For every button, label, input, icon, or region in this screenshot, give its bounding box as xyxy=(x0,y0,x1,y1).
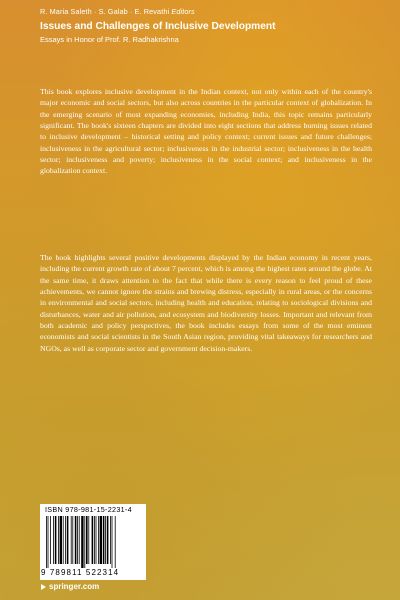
barcode-bar xyxy=(48,516,49,568)
barcode-bar xyxy=(53,516,54,564)
barcode-bar xyxy=(75,516,77,564)
barcode-bar xyxy=(107,516,109,564)
barcode-bar xyxy=(72,516,73,564)
editors-line xyxy=(40,7,370,17)
barcode-bar xyxy=(79,516,80,564)
arrow-right-icon xyxy=(40,583,47,591)
barcode-bar xyxy=(96,516,97,564)
barcode-bar xyxy=(94,516,95,564)
barcode-bar xyxy=(110,516,111,564)
barcode-bar xyxy=(71,516,72,564)
blurb-paragraph-1: This book explores inclusive development in the Indian context, not only within each of the country's major economic and social sectors, but also across countries in the particular context of globalization. In the emerging scenario of most expanding economies, including India, this topic remains particularly significant. The book's sixteen chapters are divided into eight sections that address burning issues related to inclusive development – historical setting and policy context; current issues and future challenges; inclusiveness in the agricultural sector; inclusiveness in the industrial sector; inclusiveness in the health sector; inclusiveness and poverty; inclusiveness in the social context; and inclusiveness in the globalization context. xyxy=(40,87,372,176)
barcode-bar xyxy=(50,516,51,564)
barcode-bar xyxy=(105,516,106,564)
book-title: Issues and Challenges of Inclusive Development xyxy=(40,21,276,32)
barcode-bar xyxy=(65,516,66,564)
isbn-text: ISBN 978-981-15-2231-4 xyxy=(45,505,132,514)
barcode-bar xyxy=(67,516,69,564)
barcode-icon xyxy=(46,516,140,568)
cover-header xyxy=(40,7,370,45)
barcode-bar xyxy=(60,516,62,564)
barcode-bar xyxy=(58,516,59,564)
barcode-bar xyxy=(63,516,64,564)
barcode-bar xyxy=(92,516,94,564)
barcode-bar xyxy=(84,516,85,568)
book-subtitle: Essays in Honor of Prof. R. Radhakrishna xyxy=(40,35,179,44)
blurb-paragraph-2: The book highlights several positive developments displayed by the Indian economy in recent years, including the current growth rate of about 7 percent, which is among the highest rates around the globe. At the same time, it draws attention to the fact that while there is every reason to feel proud of these achievements, we cannot ignore the strains and brewing distress, especially in rural areas, or the concerns in environmental and social sectors, including health and education, relating to sociological divisions and disturbances, water and air pollution, and ecosystem and biodiversity losses. Important and relevant from both academic and policy perspectives, the book includes essays from some of the most eminent economists and social scientists in the South Asian region, providing vital takeaways for researchers and NGOs, as well as corporate sector and government decision-makers. xyxy=(40,253,372,353)
barcode-bar xyxy=(46,516,47,568)
publisher-link[interactable] xyxy=(40,582,99,591)
barcode-bar xyxy=(77,516,78,564)
barcode-bar xyxy=(55,516,57,564)
barcode-bar xyxy=(98,516,99,564)
barcode-digits: 9 789811 522314 xyxy=(41,568,120,577)
barcode-bar xyxy=(86,516,88,564)
publisher-url: springer.com xyxy=(49,582,100,591)
barcode-bar xyxy=(100,516,102,564)
barcode-bar xyxy=(103,516,105,564)
barcode-bar xyxy=(88,516,89,564)
barcode-bar xyxy=(112,516,113,568)
editors-label: Editors xyxy=(171,7,195,16)
editors-names: R. Maria Saleth · S. Galab · E. Revathi xyxy=(40,7,170,16)
barcode-bar xyxy=(115,516,116,568)
barcode-box xyxy=(40,504,146,580)
barcode-bar xyxy=(81,516,83,568)
